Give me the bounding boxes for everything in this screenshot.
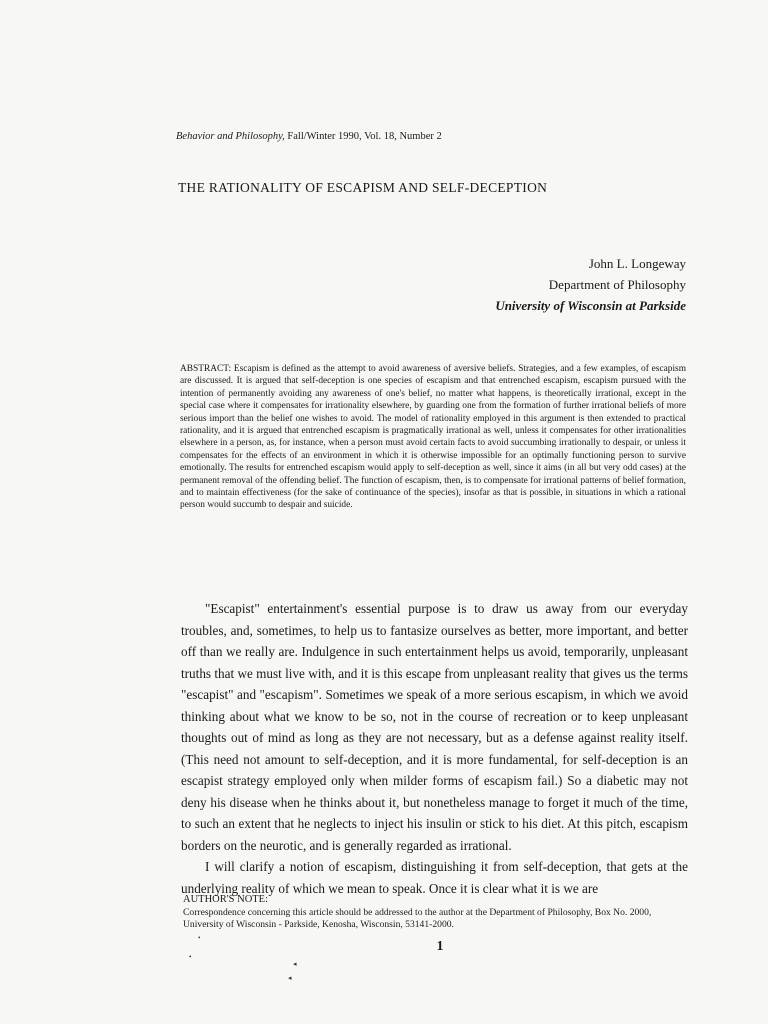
body-paragraph: I will clarify a notion of escapism, distinguishing it from self-deception, that gets at the underlying reality of which we mean to speak. Once it is clear what it is we are [181, 859, 688, 896]
authors-note-heading: AUTHOR'S NOTE: [183, 894, 269, 905]
authors-note [183, 894, 693, 932]
scan-speck: ◂ [288, 974, 292, 982]
author-university: University of Wisconsin at Parkside [495, 298, 686, 313]
scan-speck: ◂ [293, 960, 297, 968]
author-name: John L. Longeway [588, 256, 686, 271]
scan-speck: • [189, 953, 192, 961]
scan-speck: • [198, 934, 201, 942]
abstract: ABSTRACT: Escapism is defined as the attempt to avoid awareness of aversive beliefs. Strategies, and a few examples, of escapism are discussed. It is argued that self-deception is one species of escapism and that entrenched escapism, escapism pursued with the intention of permanently avoiding any awareness of one's belief, no matter what happens, is theoretically irrational, except in the special case where it compensates for irrationality elsewhere, by guarding one from the formation of further irrational beliefs of more serious import than the belief one wishes to avoid. The model of rationality employed in this argument is then extended to practical rationality, and it is argued that entrenched escapism is pragmatically irrational as well, unless it compensates for other irrationalities elsewhere in a person, as, for instance, when a person must avoid certain facts to avoid succumbing irrationally to despair, or unless it compensates for the effects of an environment in which it is otherwise impossible for an optimally functioning person to survive emotionally. The results for entrenched escapism would apply to self-deception as well, since it aims (in all but very odd cases) at the permanent removal of the offending belief. The function of escapism, then, is to compensate for irrational patterns of belief formation, and to maintain effectiveness (for the sake of continuance of the species), insofar as that is possible, in situations in which a rational person would succumb to despair and suicide. [180, 364, 686, 511]
journal-issue: Fall/Winter 1990, Vol. 18, Number 2 [284, 131, 442, 142]
article-title: THE RATIONALITY OF ESCAPISM AND SELF-DECEPTION [178, 180, 548, 195]
author-block [326, 253, 686, 316]
body-paragraph: "Escapist" entertainment's essential purpose is to draw us away from our everyday troubles, and, sometimes, to help us to fantasize ourselves as better, more important, and better off than we really are. Indulgence in such entertainment helps us avoid, temporarily, unpleasant truths that we must live with, and it is this escape from unpleasant reality that gives us the terms "escapist" and "escapism". Sometimes we speak of a more serious escapism, in which we avoid thinking about what we know to be so, not in the course of recreation or to keep unpleasant thoughts out of mind as long as they are not necessary, but as a defense against reality itself. (This need not amount to self-deception, and it is more fundamental, for self-deception is an escapist strategy employed only when milder forms of escapism fail.) So a diabetic may not deny his disease when he thinks about it, but nonetheless manage to forget it much of the time, to such an extent that he neglects to inject his insulin or stick to his diet. At this pitch, escapism borders on the neurotic, and is generally regarded as irrational. [181, 601, 688, 853]
author-department: Department of Philosophy [548, 277, 686, 292]
body-text [181, 598, 688, 899]
journal-header [176, 130, 656, 144]
page-number: 1 [436, 939, 444, 954]
authors-note-text: Correspondence concerning this article should be addressed to the author at the Department of Philosophy, Box No. 2000, University of Wisconsin - Parkside, Kenosha, Wisconsin, 53141-2000. [183, 906, 652, 930]
journal-name: Behavior and Philosophy, [176, 131, 285, 142]
